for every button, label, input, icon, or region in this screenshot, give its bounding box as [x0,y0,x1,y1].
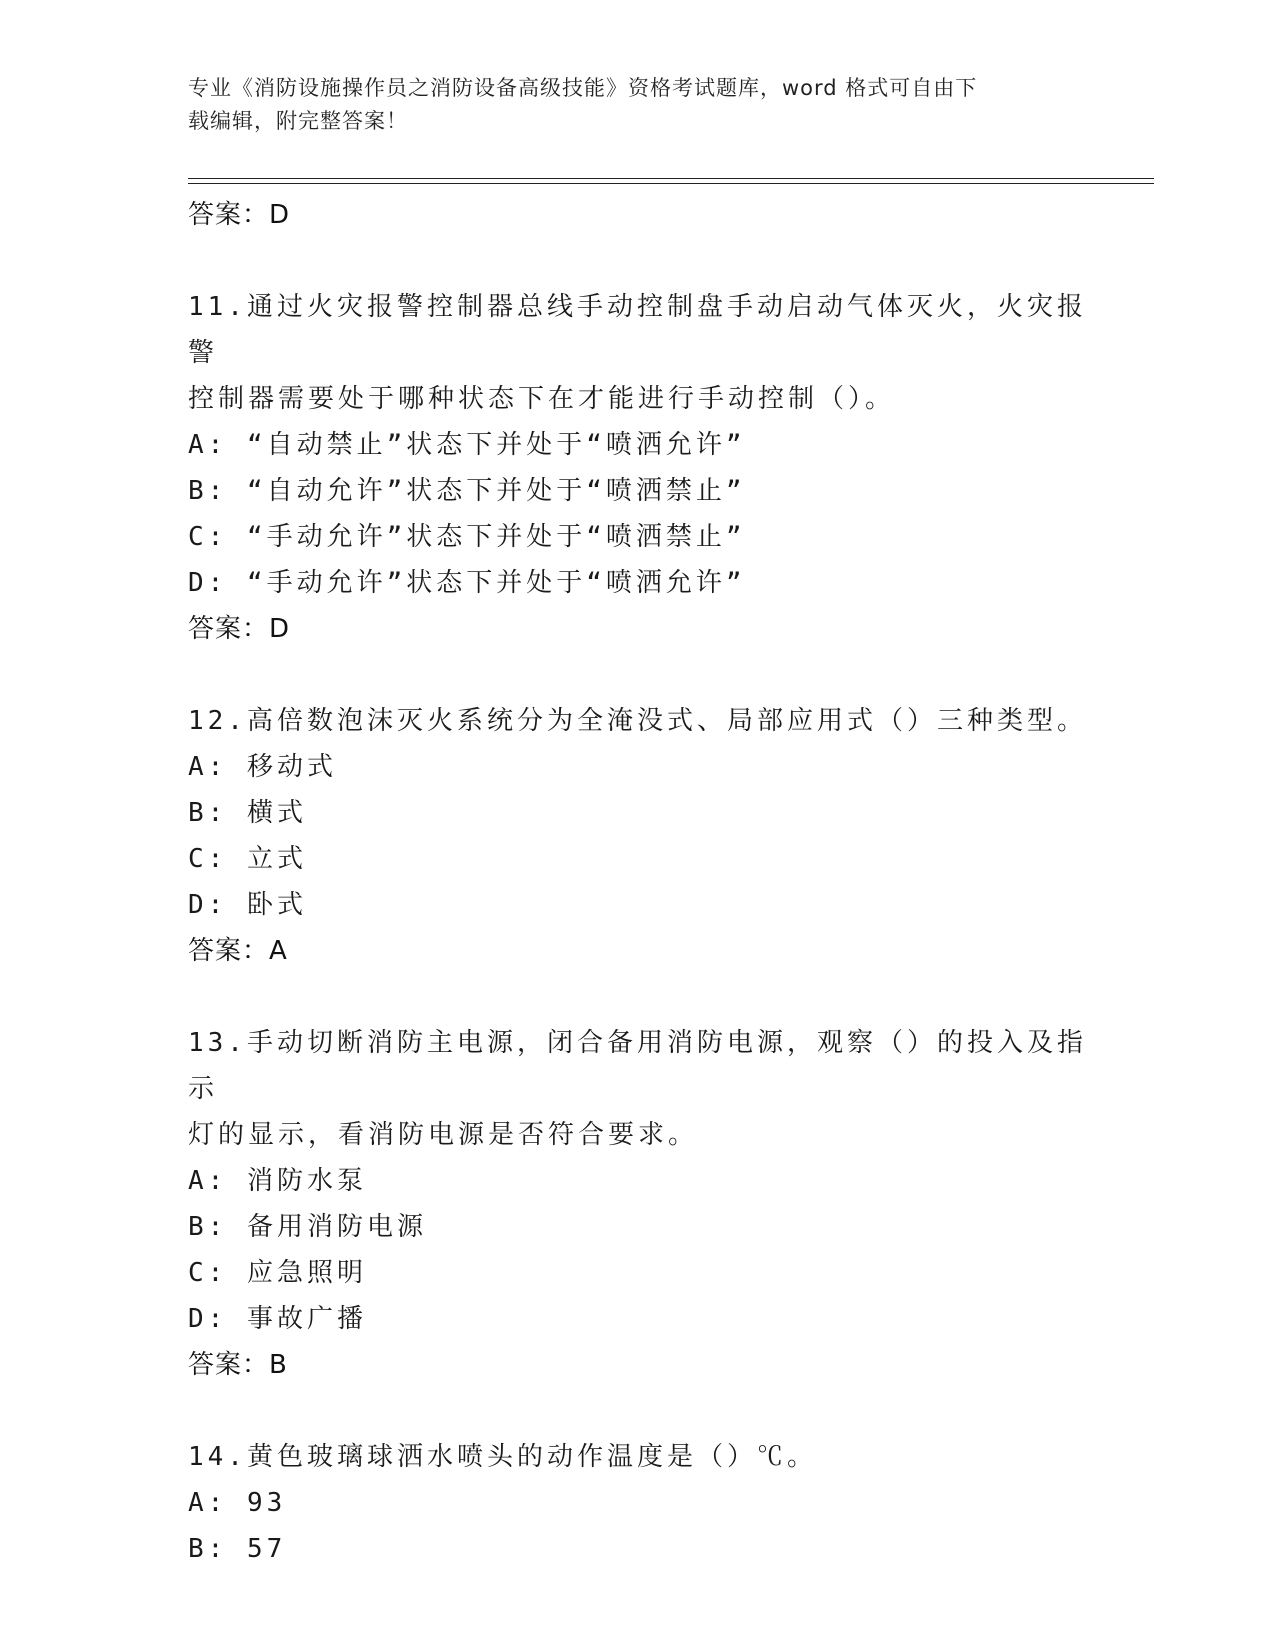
question-11 [188,284,1088,652]
option-d: D: 事故广播 [188,1304,367,1334]
option-b: B: 57 [188,1534,287,1564]
header-divider-top [188,178,1154,179]
question-stem-continued: 控制器需要处于哪种状态下在才能进行手动控制（）。 [188,384,896,414]
option-a: A: 消防水泵 [188,1166,367,1196]
option-d: D: 卧式 [188,890,307,920]
header-line-2: 载编辑，附完整答案！ [188,109,408,133]
option-d: D: “手动允许”状态下并处于“喷洒允许” [188,568,746,598]
answer: 答案：D [188,614,291,644]
header-divider-bottom [188,183,1154,184]
question-14 [188,1434,1088,1572]
question-stem: 13.手动切断消防主电源，闭合备用消防电源，观察（）的投入及指示 [188,1028,1087,1104]
answer: 答案：A [188,936,288,966]
option-a: A: 移动式 [188,752,337,782]
question-12 [188,698,1088,974]
option-a: A: “自动禁止”状态下并处于“喷洒允许” [188,430,746,460]
option-a: A: 93 [188,1488,287,1518]
document-header [188,72,1088,138]
header-line-1: 专业《消防设施操作员之消防设备高级技能》资格考试题库，word 格式可自由下 [188,76,978,100]
question-stem: 14.黄色玻璃球洒水喷头的动作温度是（）℃。 [188,1442,817,1472]
question-stem-continued: 灯的显示，看消防电源是否符合要求。 [188,1120,699,1150]
option-c: C: “手动允许”状态下并处于“喷洒禁止” [188,522,746,552]
option-c: C: 立式 [188,844,307,874]
question-13 [188,1020,1088,1388]
option-c: C: 应急照明 [188,1258,367,1288]
question-stem: 12.高倍数泡沫灭火系统分为全淹没式、局部应用式（）三种类型。 [188,706,1087,736]
answer: 答案：B [188,1350,288,1380]
option-b: B: 横式 [188,798,307,828]
option-b: B: 备用消防电源 [188,1212,427,1242]
previous-answer: 答案：D [188,200,291,230]
option-b: B: “自动允许”状态下并处于“喷洒禁止” [188,476,746,506]
question-list [188,192,1088,1572]
question-stem: 11.通过火灾报警控制器总线手动控制盘手动启动气体灭火，火灾报警 [188,292,1087,368]
